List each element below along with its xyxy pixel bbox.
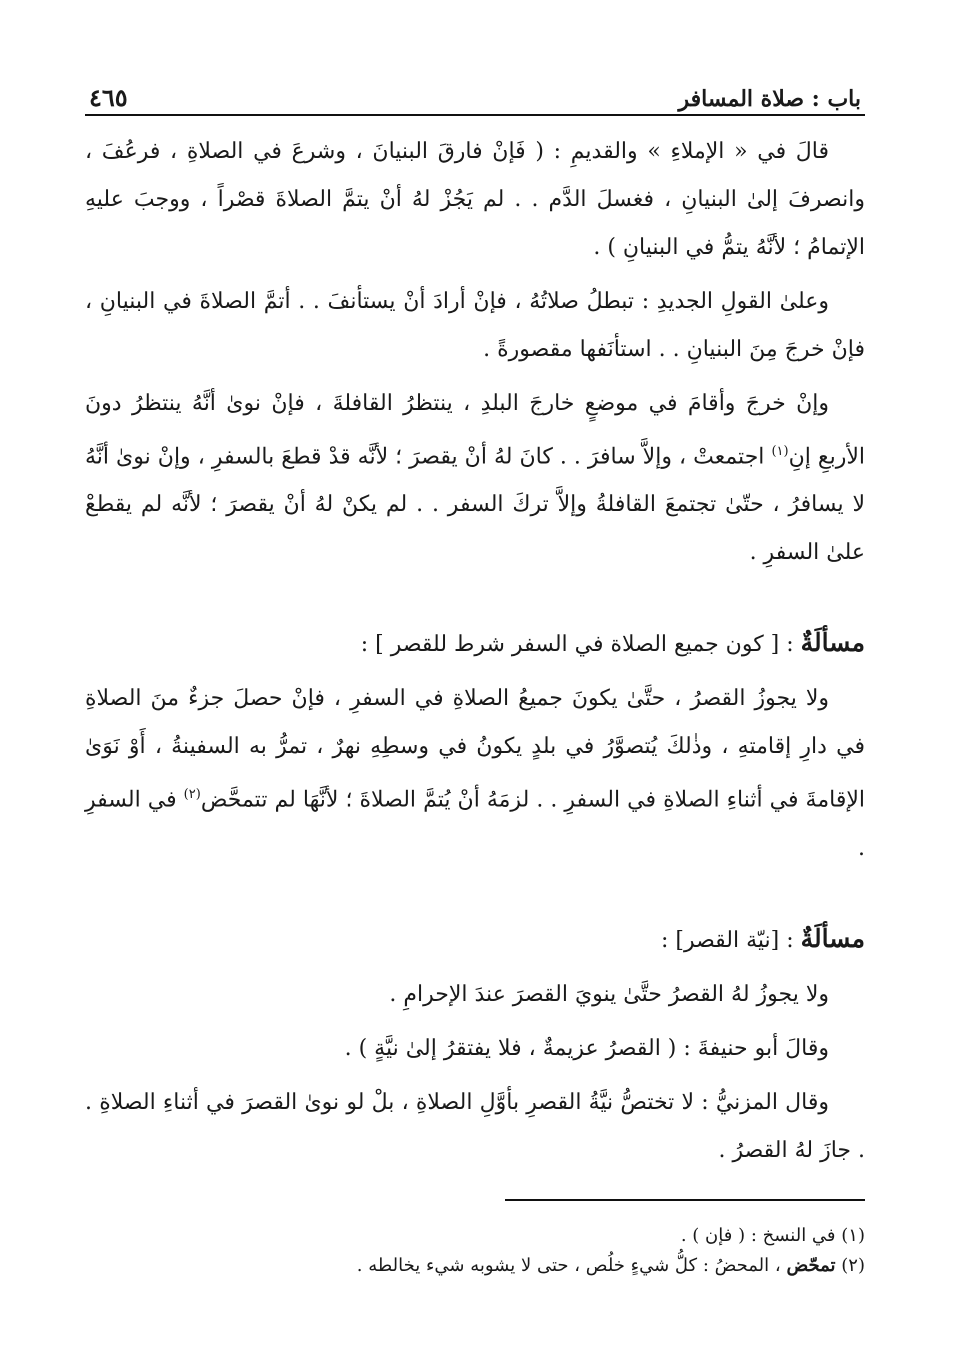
- section-heading-2-text: : [نيّة القصر] :: [660, 927, 801, 953]
- main-text: [85, 128, 865, 1175]
- paragraph-1: قالَ في « الإملاءِ » والقديمِ : ( فَإنْ فارقَ البنيانَ ، وشرعَ في الصلاةِ ، فرعُفَ ، وانصرفَ إلىٰ البنيانِ ، فغسلَ الدَّم . . لم يَجُزْ لهُ أنْ يتمَّ الصلاةَ قصْراً ، ووجبَ عليهِ الإتمامُ ؛ لأنَّهُ يتمُّ في البنيانِ ) .: [85, 139, 865, 260]
- section-heading-1: [85, 619, 865, 669]
- footnote-2-text: ، المحضُ : كلُّ شيءٍ خلُص ، حتى لا يشوبه شيء يخالطه .: [356, 1254, 781, 1276]
- paragraph-3: [85, 380, 865, 577]
- section-gap: [85, 879, 865, 915]
- page: [85, 78, 865, 1281]
- paragraph-2: وعلىٰ القولِ الجديدِ : تبطلُ صلاتُهُ ، فإنْ أرادَ أنْ يستأنفَ . . أتمَّ الصلاةَ في البنيانِ ، فإنْ خرجَ مِنَ البنيانِ . . استأنَفها مقصورةً .: [85, 289, 865, 362]
- section-gap: [85, 583, 865, 619]
- footnote-2-term: تمحّض: [786, 1254, 836, 1276]
- chapter-title: باب : صلاة المسافر: [678, 86, 861, 112]
- paragraph-4-part-a: ولا يجوزُ القصرُ ، حتَّىٰ يكونَ جميعُ الصلاةِ في السفرِ ، فإنْ حصلَ جزءٌ منَ الصلاةِ في دارِ إقامتهِ ، وذٰلكَ يُتصوَّرُ في بلدٍ يكونُ في وسطِهِ نهرٌ ، تمرُّ به السفينةُ ، أَوْ نَوَىٰ الإقامةَ في أثناءِ الصلاةِ في السفرِ . . لزمَهُ أنْ يُتمَّ الصلاةَ ؛ لأنَّهَا لم تتمحَّض: [85, 686, 865, 813]
- paragraph-3-part-b: اجتمعتْ ، وإلاَّ سافرَ . . كانَ لهُ أنْ يقصرَ ؛ لأنَّه قدْ قطعَ بالسفرِ ، وإنْ نوىٰ أنَّهُ لا يسافرُ ، حتّىٰ تجتمعَ القافلةُ وإلاَّ تركَ السفر . . لم يكنْ لهُ أنْ يقصرَ ؛ لأنَّه لم يقطعْ علىٰ السفرِ .: [85, 444, 865, 566]
- footnotes: [85, 1221, 865, 1281]
- header-rule: [85, 114, 865, 116]
- paragraph-3-part-a: وإنْ خرجَ وأقامَ في موضعٍ خارجَ البلدِ ، ينتظرُ القافلةَ ، فإنْ نوىٰ أنَّهُ ينتظرُ دونَ الأربعِ إنِ: [85, 391, 865, 470]
- paragraph-4: [85, 675, 865, 872]
- footnote-ref-2[interactable]: (٢): [183, 787, 201, 803]
- paragraph-7: وقال المزنيُّ : لا تختصُّ نيَّةُ القصرِ بأوَّلِ الصلاةِ ، بلْ لو نوىٰ القصرَ في أثناءِ الصلاةِ . . جازَ لهُ القصرُ .: [85, 1089, 865, 1163]
- footnote-2-number: (٢): [841, 1254, 865, 1276]
- page-header: [85, 78, 865, 112]
- footnote-rule: [505, 1199, 865, 1201]
- masala-label: مسألَةٌ: [800, 923, 865, 953]
- section-heading-1-text: : [ كون جميع الصلاة في السفر شرط للقصر ] :: [360, 632, 801, 658]
- section-heading-2: [85, 915, 865, 965]
- footnote-1-text: في النسخ : ( فإن ) .: [680, 1224, 836, 1246]
- paragraph-5: ولا يجوزُ لهُ القصرُ حتَّىٰ ينويَ القصرَ عندَ الإحرامِ .: [389, 981, 829, 1007]
- masala-label: مسألَةٌ: [800, 628, 865, 658]
- footnote-1-number: (١): [841, 1224, 865, 1246]
- footnote-ref-1[interactable]: (١): [771, 444, 789, 459]
- page-number: ٤٦٥: [89, 83, 128, 112]
- paragraph-4-part-b: في السفرِ .: [85, 787, 865, 861]
- footnote-1: [85, 1221, 865, 1251]
- footnote-2: [85, 1251, 865, 1281]
- paragraph-6: وقالَ أبو حنيفةَ : ( القصرُ عزيمةٌ ، فلا يفتقرُ إلىٰ نيَّةٍ ) .: [344, 1035, 829, 1061]
